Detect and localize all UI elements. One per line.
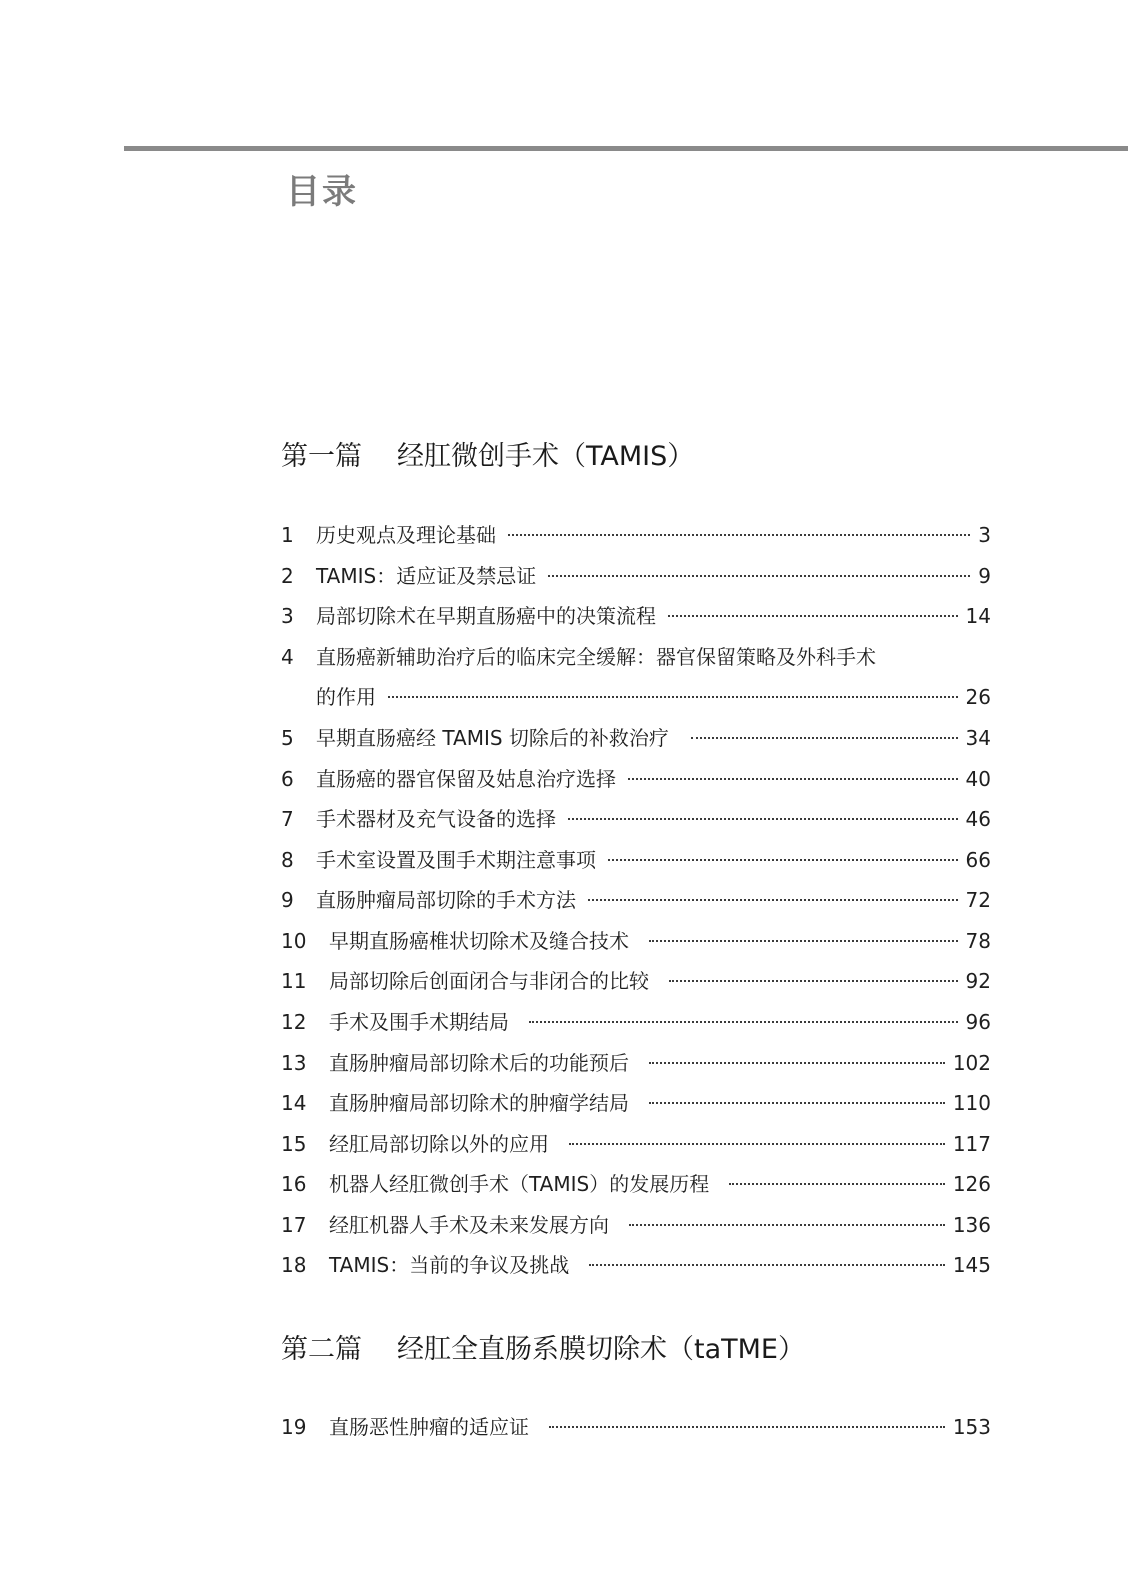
entry-title: 历史观点及理论基础 — [316, 523, 496, 547]
toc-entry-1[interactable] — [281, 520, 991, 550]
top-rule — [124, 146, 1128, 151]
toc-entry-7[interactable] — [281, 804, 991, 834]
entry-number: 13 — [281, 1051, 307, 1075]
entry-number: 7 — [281, 807, 294, 831]
entry-page: 46 — [965, 807, 991, 831]
entry-number: 4 — [281, 645, 294, 669]
entry-number: 5 — [281, 726, 294, 750]
dot-leader — [628, 778, 958, 780]
entry-title: TAMIS：适应证及禁忌证 — [316, 564, 537, 588]
entry-number: 11 — [281, 969, 307, 993]
dot-leader — [549, 1426, 945, 1428]
dot-leader — [589, 1264, 945, 1266]
dot-leader — [649, 1062, 945, 1064]
entry-title: 经肛机器人手术及未来发展方向 — [329, 1213, 609, 1237]
entry-page: 3 — [978, 523, 991, 547]
dot-leader — [529, 1021, 958, 1023]
entry-number: 15 — [281, 1132, 307, 1156]
dot-leader — [568, 818, 958, 820]
entry-title: 直肠癌新辅助治疗后的临床完全缓解：器官保留策略及外科手术 — [316, 645, 876, 669]
dot-leader — [629, 1224, 945, 1226]
toc-entry-9[interactable] — [281, 885, 991, 915]
entry-page: 40 — [965, 767, 991, 791]
dot-leader — [649, 1102, 945, 1104]
toc-entry-6[interactable] — [281, 764, 991, 794]
entry-page: 136 — [952, 1213, 991, 1237]
entry-page: 126 — [952, 1172, 991, 1196]
entry-title: 手术及围手术期结局 — [329, 1010, 509, 1034]
page-title: 目录 — [286, 172, 358, 212]
entry-title: 手术室设置及围手术期注意事项 — [316, 848, 596, 872]
dot-leader — [669, 980, 958, 982]
entry-number: 16 — [281, 1172, 307, 1196]
dot-leader — [608, 859, 958, 861]
entry-page: 110 — [952, 1091, 991, 1115]
entry-page: 92 — [965, 969, 991, 993]
entry-number: 1 — [281, 523, 294, 547]
entry-title: 直肠肿瘤局部切除术后的功能预后 — [329, 1051, 629, 1075]
dot-leader — [691, 737, 958, 739]
entry-number: 17 — [281, 1213, 307, 1237]
entry-page: 78 — [965, 929, 991, 953]
toc-entry-13[interactable] — [281, 1048, 991, 1078]
dot-leader — [668, 615, 958, 617]
toc-entry-11[interactable] — [281, 966, 991, 996]
entry-number: 9 — [281, 888, 294, 912]
toc-entry-17[interactable] — [281, 1210, 991, 1240]
entry-title: 直肠肿瘤局部切除术的肿瘤学结局 — [329, 1091, 629, 1115]
toc-entry-14[interactable] — [281, 1088, 991, 1118]
toc-entry-4-continued[interactable] — [281, 682, 991, 712]
entry-number: 3 — [281, 604, 294, 628]
entry-number: 18 — [281, 1253, 307, 1277]
entry-title: 局部切除术在早期直肠癌中的决策流程 — [316, 604, 656, 628]
entry-title: 直肠癌的器官保留及姑息治疗选择 — [316, 767, 616, 791]
entry-number: 19 — [281, 1415, 307, 1439]
entry-page: 72 — [965, 888, 991, 912]
toc-entry-18[interactable] — [281, 1250, 991, 1280]
entry-page: 117 — [952, 1132, 991, 1156]
entry-page: 9 — [978, 564, 991, 588]
dot-leader — [729, 1183, 945, 1185]
entry-page: 34 — [965, 726, 991, 750]
part-label: 第二篇 — [281, 1334, 362, 1365]
toc-entry-19[interactable] — [281, 1412, 991, 1442]
dot-leader — [388, 696, 958, 698]
entry-page: 26 — [965, 685, 991, 709]
entry-number: 8 — [281, 848, 294, 872]
entry-page: 102 — [952, 1051, 991, 1075]
toc-entry-16[interactable] — [281, 1169, 991, 1199]
entry-title: 手术器材及充气设备的选择 — [316, 807, 556, 831]
entry-title: 的作用 — [316, 685, 376, 709]
entry-title: TAMIS：当前的争议及挑战 — [329, 1253, 570, 1277]
dot-leader — [569, 1143, 945, 1145]
toc-entry-3[interactable] — [281, 601, 991, 631]
entry-page: 14 — [965, 604, 991, 628]
entry-page: 153 — [952, 1415, 991, 1439]
toc-entry-2[interactable] — [281, 561, 991, 591]
entry-page: 96 — [965, 1010, 991, 1034]
dot-leader — [548, 575, 970, 577]
entry-number: 6 — [281, 767, 294, 791]
dot-leader — [508, 534, 970, 536]
entry-page: 145 — [952, 1253, 991, 1277]
part-label: 第一篇 — [281, 441, 362, 472]
entry-title: 早期直肠癌椎状切除术及缝合技术 — [329, 929, 629, 953]
dot-leader — [649, 940, 958, 942]
entry-number: 2 — [281, 564, 294, 588]
entry-title: 机器人经肛微创手术（TAMIS）的发展历程 — [329, 1172, 710, 1196]
entry-number: 10 — [281, 929, 307, 953]
toc-entry-15[interactable] — [281, 1129, 991, 1159]
toc-entry-12[interactable] — [281, 1007, 991, 1037]
entry-title: 经肛局部切除以外的应用 — [329, 1132, 549, 1156]
toc-entry-8[interactable] — [281, 845, 991, 875]
entry-number: 14 — [281, 1091, 307, 1115]
entry-page: 66 — [965, 848, 991, 872]
part-title: 经肛微创手术（TAMIS） — [397, 441, 695, 472]
part-heading-2 — [281, 1331, 1001, 1369]
entry-title: 直肠恶性肿瘤的适应证 — [329, 1415, 529, 1439]
entry-number: 12 — [281, 1010, 307, 1034]
toc-entry-4[interactable] — [281, 642, 991, 672]
part-title: 经肛全直肠系膜切除术（taTME） — [397, 1334, 805, 1365]
entry-title: 局部切除后创面闭合与非闭合的比较 — [329, 969, 649, 993]
dot-leader — [588, 899, 958, 901]
entry-title: 直肠肿瘤局部切除的手术方法 — [316, 888, 576, 912]
part-heading-1 — [281, 438, 1001, 476]
entry-title: 早期直肠癌经 TAMIS 切除后的补救治疗 — [316, 726, 669, 750]
toc-entry-10[interactable] — [281, 926, 991, 956]
toc-entry-5[interactable] — [281, 723, 991, 753]
